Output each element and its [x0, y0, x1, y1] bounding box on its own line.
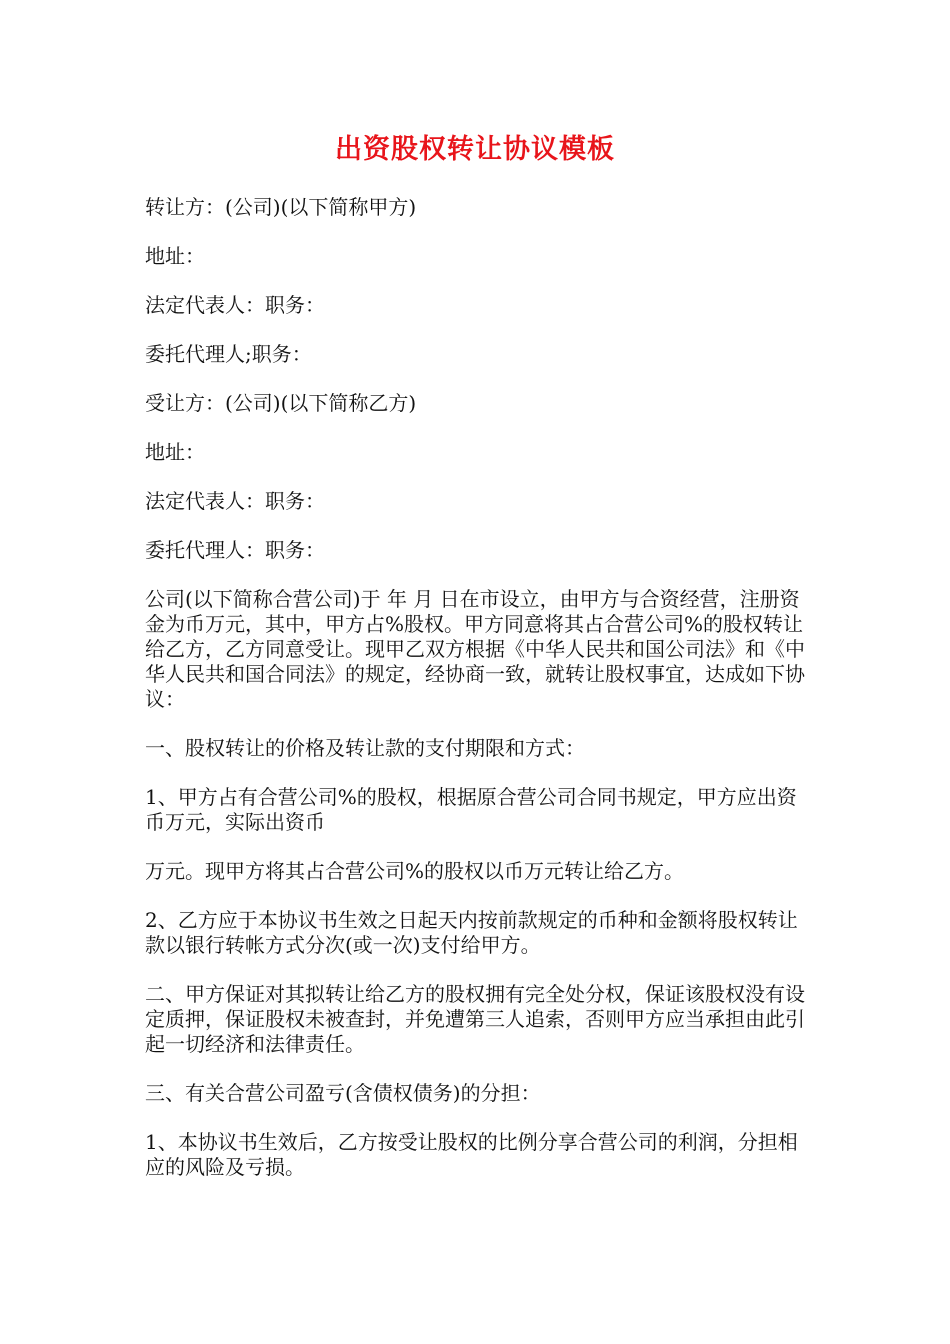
paragraph-transferor-address: 地址：: [145, 244, 205, 268]
paragraph-transferee-legal-rep: 法定代表人：职务：: [145, 489, 325, 513]
paragraph-section-1-item-1: 1、甲方占有合营公司%的股权，根据原合营公司合同书规定，甲方应出资币万元，实际出资币: [145, 785, 797, 834]
document-title: 出资股权转让协议模板: [335, 134, 615, 165]
paragraph-section-1-heading: 一、股权转让的价格及转让款的支付期限和方式：: [145, 736, 585, 760]
paragraph-transferor-agent: 委托代理人;职务：: [145, 342, 312, 366]
paragraph-section-1-item-1-cont: 万元。现甲方将其占合营公司%的股权以币万元转让给乙方。: [145, 859, 685, 883]
paragraph-transferee-address: 地址：: [145, 440, 205, 464]
paragraph-section-2: 二、甲方保证对其拟转让给乙方的股权拥有完全处分权，保证该股权没有设定质押，保证股权未被查封，并免遭第三人追索，否则甲方应当承担由此引起一切经济和法律责任。: [145, 982, 805, 1056]
paragraph-transferee: 受让方：(公司)(以下简称乙方): [145, 391, 417, 415]
paragraph-section-3-item-1: 1、本协议书生效后，乙方按受让股权的比例分享合营公司的利润，分担相应的风险及亏损。: [145, 1130, 798, 1179]
paragraph-preamble: 公司(以下简称合营公司)于 年 月 日在市设立，由甲方与合资经营，注册资金为币万元，其中，甲方占%股权。甲方同意将其占合营公司%的股权转让给乙方，乙方同意受让。现甲乙双方根据《中华人民共和国公司法》和《中华人民共和国合同法》的规定，经协商一致，就转让股权事宜，达成如下协议：: [145, 587, 805, 711]
paragraph-transferor: 转让方：(公司)(以下简称甲方): [145, 195, 417, 219]
paragraph-section-1-item-2: 2、乙方应于本协议书生效之日起天内按前款规定的币种和金额将股权转让款以银行转帐方式分次(或一次)支付给甲方。: [145, 908, 798, 957]
paragraph-transferor-legal-rep: 法定代表人：职务：: [145, 293, 325, 317]
document-body: [145, 195, 813, 1204]
paragraph-section-3-heading: 三、有关合营公司盈亏(含债权债务)的分担：: [145, 1081, 541, 1105]
paragraph-transferee-agent: 委托代理人：职务：: [145, 538, 325, 562]
